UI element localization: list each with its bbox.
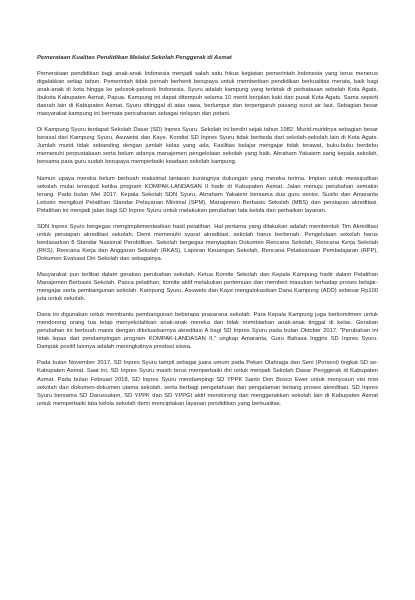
paragraph-2: Di Kampung Syuru terdapat Sekolah Dasar (SD) Inpres Syuru. Sekolah ini berdiri sejak tahun 1982. Murid-muridnya sebagian besar berasal dari Kampung Syuru, Asuwetsi dan Kaye. Kondisi SD Inpres Syuru tidak berbeda dari sekolah-sekolah lain di Kota Agats. Jumlah murid tidak sebanding dengan jumlah kelas yang ada. Fasilitas belajar mengajar tidak terawat, buku-buku berdebu memenuhi perpustakaan serta belum adanya manajemen pengelolaan sekolah yang baik. Abraham Yakaiem sang kepala sekolah, bersama para guru sudah berupaya memperbaiki keadaan sekolah kampung. bbox=[37, 127, 378, 166]
paragraph-7: Pada bulan November 2017, SD Inpres Syuru tampil sebagai juara umum pada Pekan Olahraga dan Seni (Porseni) tingkat SD se-Kabupaten Asmat. Saat ini, SD Inpres Syuru masih terus memperbaiki diri untuk menjadi Sekolah Dasar Penggerak di Kabupaten Asmat. Pada bulan Februari 2018, SD Inpres Syuru mendampingi SD YPPK Santo Don Bosco Ewer untuk menyusun visi misi sekolah dan dokumen-dokumen utama sekolah, serta berbagi pengetahuan dan pengalaman tentang proses akreditasi. SD Inpres Syuru bersama SD Darussalam, SD YPPK dan SD YPPGI aktif mendorong dan menggerakkan sekolah lain di Kabupaten Asmat untuk memperbaiki tata kelola sekolah demi menciptakan layanan pendidikan yang berkualitas. bbox=[37, 360, 378, 407]
paragraph-6: Dana ini digunakan untuk membantu pembangunan beberapa prasarana sekolah. Para Kepala Kampung juga berkomitmen untuk mendorong orang tua tetap menyekolahkan anak-anak mereka dan tidak membiarkan anak-anak tinggal di kelas. Gerakan perubahan ini berbuah manis dengan dikeluarkannya akreditasi A bagi SD Inpres Syuru pada bulan Oktober 2017. "Perubahan ini tidak lepas dari pendampingan program KOMPAK-LANDASAN II," ungkap Amaranta, Guru Bahasa Inggris SD Inpres Syuru. Dampak positif lainnya adalah meningkatnya prestasi siswa. bbox=[37, 312, 378, 351]
paragraph-4: SDN Inpres Syuru bergegas mengimplementasikan hasil pelatihan. Hal pertama yang dilakukan adalah membentuk Tim Akreditasi untuk persiapan akreditasi sekolah. Demi memenuhi syarat akreditasi, sekolah harus berbenah. Pengelolaan sekolah harus berdasarkan 8 Standar Nasional Pendidikan. Sekolah bergegas menyiapkan Dokumen Rencana Sekolah, Rencana Kerja Sekolah (RKS), Rencana Kerja dan Anggaran Sekolah (RKAS), Laporan Keuangan Sekolah, Rencana Pelaksanaan Pembelajaran (RPP), Dokumen Evaluasi Diri Sekolah dan sebagainya. bbox=[37, 223, 378, 262]
paragraph-1: Pemerataan pendidikan bagi anak-anak Indonesia menjadi salah satu fokus kegiatan pemerintah Indonesia yang terus menerus digalakkan setiap tahun. Pemerintah tidak pernah berhenti berupaya untuk memberikan pendidikan berkualitas merata, baik bagi anak-anak di kota hingga ke pelosok-pelosok Indonesia. Syuru adalah kampung yang terletak di perbatasan sebelah Kota Agats, Ibukota Kabupaten Asmat, Papua. Kampung ini dapat ditempuh selama 10 menit berjalan kaki dari pusat Kota Agats. Sama seperti daerah lain di Kabupaten Asmat, Syuru ditinggal di atas rawa, berlumpur dan terpengaruh pasang surut air laut. Sebagian besar masyarakat kampung ini bermata pencaharian sebagai nelayan dan petani. bbox=[37, 71, 378, 118]
paragraph-3: Namun upaya mereka belum berbuah maksimal lantaran kurangnya dukungan yang mereka terima. Impian untuk mewujudkan sekolah mulai terwujud ketika program KOMPAK-LANDASAN II hadir di Kabupaten Asmat. Jalan menuju perubahan semakin terang. Pada bulan Mei 2017, Kepala Sekolah SDN Syuru, Abraham Yakaiem bersama dua guru senior, Susilo dan Amaranta Letsoin mengikuti Pelatihan Standar Pelayanan Minimal (SPM), Manajemen Berbasis Sekolah (MBS) dan persiapan akreditasi. Pelatihan ini menjadi jalan bagi SD Inpres Syuru untuk melakukan perubahan tata kelola dan perbaikan layanan. bbox=[37, 175, 378, 214]
document-title: Pemerataan Kualitas Pendidikan Melalui Sekolah Penggerak di Asmat bbox=[37, 55, 232, 61]
paragraph-5: Masyarakat pun terlibat dalam gerakan perubahan sekolah. Ketua Komite Sekolah dan Kepala Kampung hadir dalam Pelatihan Manajemen Berbasis Sekolah. Pasca pelatihan, komite aktif melakukan pertemuan dan memberi masukan terhadap proses belajar-mengajar serta pembangunan sekolah. Kampung Syuru, Asuwets dan Kaye mengalokasikan Dana Kampung (ADD) sebesar Rp100 juta untuk sekolah. bbox=[37, 271, 378, 303]
